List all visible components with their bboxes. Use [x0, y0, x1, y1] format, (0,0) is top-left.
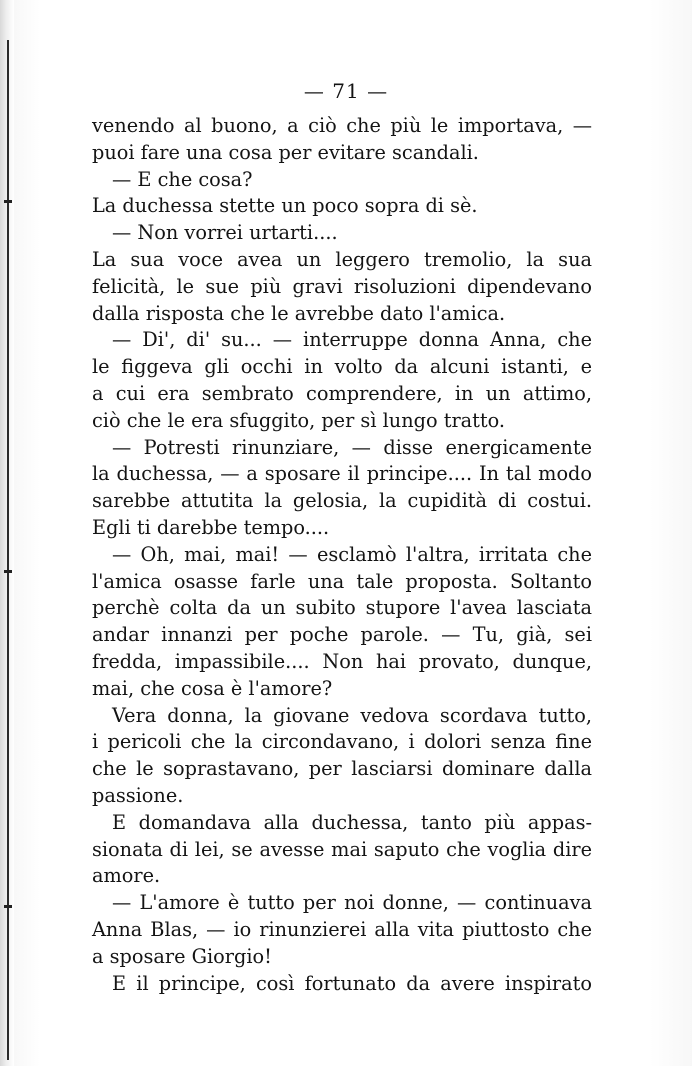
text-line: E il principe, così fortunato da avere inspirato	[112, 971, 592, 995]
text-line: — L'amore è tutto per noi donne, — continuava	[112, 891, 592, 915]
text-line: felicità, le sue più gravi risoluzioni dipendevano	[92, 274, 592, 298]
binding-edge	[0, 0, 14, 1066]
text-line: — Potresti rinunziare, — disse energicamente	[112, 435, 592, 459]
text-line: sarebbe attutita la gelosia, la cupidità di costui.	[92, 489, 592, 513]
text-line: i pericoli che la circondavano, i dolori senza fine	[92, 730, 592, 754]
text-line: E domandava alla duchessa, tanto più appas-	[112, 810, 592, 834]
text-line: l'amica osasse farle una tale proposta. Soltanto	[92, 569, 592, 593]
text-line: perchè colta da un subito stupore l'avea lasciata	[92, 596, 592, 620]
binding-mark	[4, 200, 12, 203]
text-line: La duchessa stette un poco sopra di sè.	[92, 194, 478, 218]
text-line: la duchessa, — a sposare il principe.... In tal modo	[92, 462, 592, 486]
text-line: a cui era sembrato comprendere, in un attimo,	[92, 381, 592, 405]
text-line: Vera donna, la giovane vedova scordava tutto,	[112, 703, 592, 727]
text-line: — Non vorrei urtarti....	[112, 221, 338, 245]
text-line: Egli ti darebbe tempo....	[92, 515, 330, 539]
binding-mark	[4, 905, 12, 908]
text-line: che le soprastavano, per lasciarsi dominare dalla	[92, 757, 592, 781]
text-line: ciò che le era sfuggito, per sì lungo tratto.	[92, 408, 506, 432]
text-line: mai, che cosa è l'amore?	[92, 676, 333, 700]
text-line: venendo al buono, a ciò che più le importava, —	[92, 114, 592, 137]
body-text	[92, 113, 592, 997]
text-line: fredda, impassibile.... Non hai provato, dunque,	[92, 649, 592, 673]
page-number: — 71 —	[303, 79, 389, 103]
binding-mark	[4, 570, 12, 573]
text-line: a sposare Giorgio!	[92, 944, 272, 968]
text-line: — Di', di' su... — interruppe donna Anna, che	[112, 328, 592, 352]
text-line: andar innanzi per poche parole. — Tu, già, sei	[92, 623, 592, 647]
text-line: — Oh, mai, mai! — esclamò l'altra, irritata che	[112, 542, 592, 566]
text-line: La sua voce avea un leggero tremolio, la sua	[92, 247, 592, 271]
text-line: dalla risposta che le avrebbe dato l'amica.	[92, 301, 506, 325]
text-line: passione.	[92, 783, 184, 807]
text-line: Anna Blas, — io rinunzierei alla vita piuttosto che	[92, 917, 592, 941]
text-line: puoi fare una cosa per evitare scandali.	[92, 140, 479, 164]
text-line: — E che cosa?	[112, 167, 253, 191]
text-line: sionata di lei, se avesse mai saputo che voglia dire	[92, 837, 592, 861]
text-line: le figgeva gli occhi in volto da alcuni istanti, e	[92, 355, 592, 379]
text-line: amore.	[92, 864, 161, 888]
